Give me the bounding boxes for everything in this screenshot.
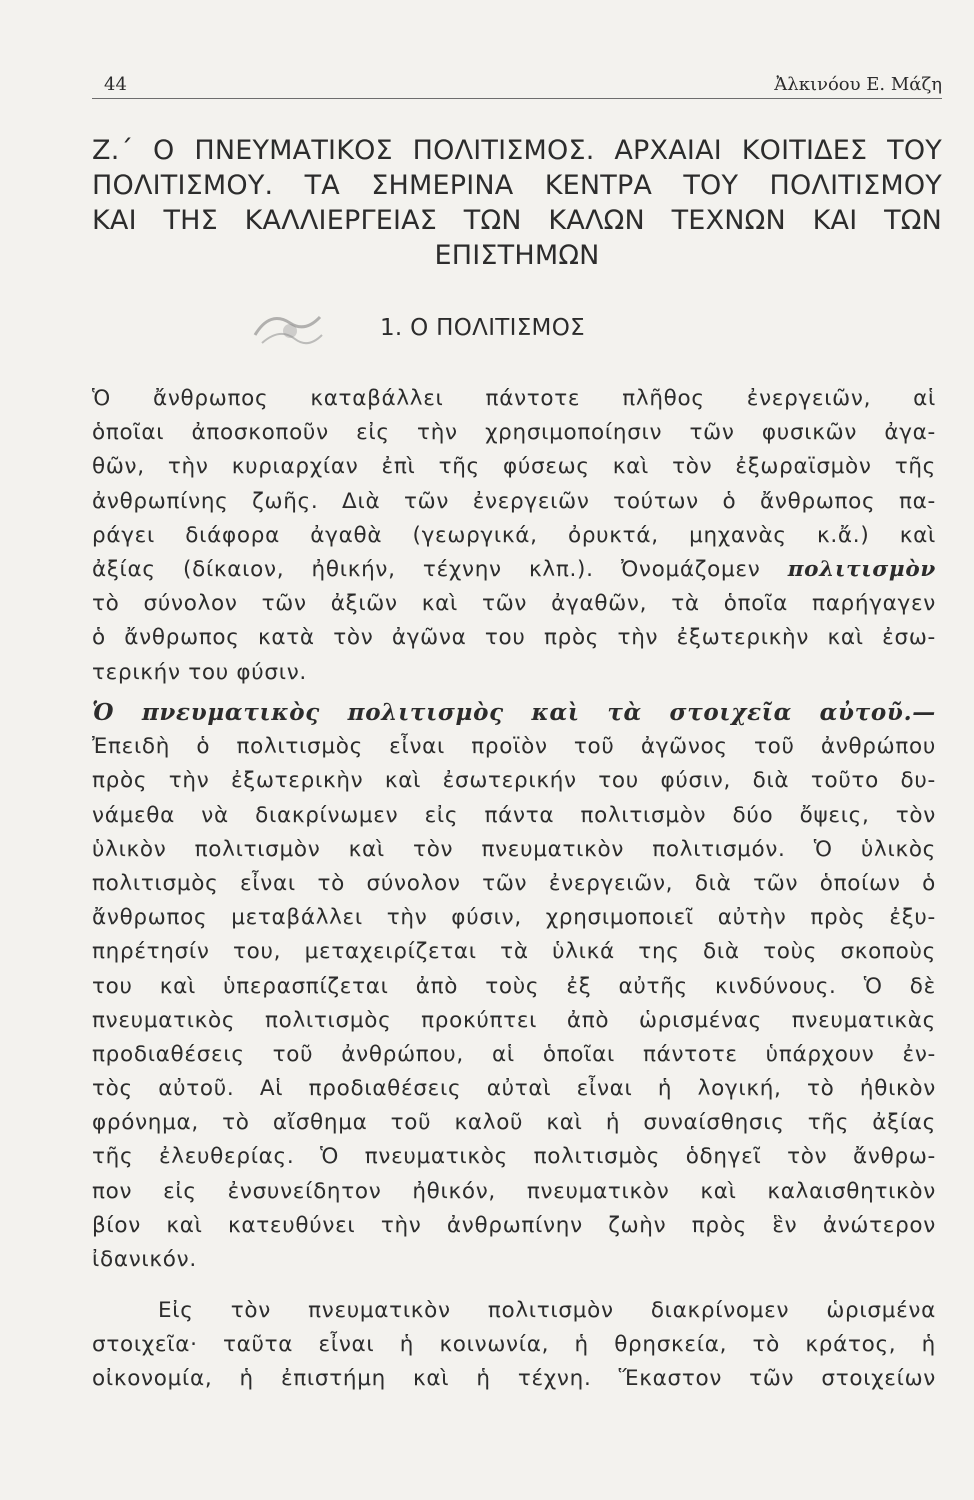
- text-line-with-emphasis: [92, 553, 936, 587]
- chapter-title-line: Ζ.΄ Ο ΠΝΕΥΜΑΤΙΚΟΣ ΠΟΛΙΤΙΣΜΟΣ. ΑΡΧΑΙΑΙ ΚΟΙΤΙΔΕΣ ΤΟΥ: [92, 135, 942, 166]
- text-line: τερικήν του φύσιν.: [92, 659, 307, 685]
- text-line: Ἐπειδὴ ὁ πολιτισμὸς εἶναι προϊὸν τοῦ ἀγῶνος τοῦ ἀνθρώπου: [92, 734, 936, 760]
- text-line: ἄνθρωπος μεταβάλλει τὴν φύσιν, χρησιμοποιεῖ αὐτὴν πρὸς ἐξυ-: [92, 905, 936, 931]
- text-line: φρόνημα, τὸ αἴσθημα τοῦ καλοῦ καὶ ἡ συναίσθησις τῆς ἀξίας: [92, 1110, 936, 1136]
- page-number: 44: [104, 74, 127, 95]
- text-line: ἰδανικόν.: [92, 1247, 197, 1272]
- text-line: οἰκονομία, ἡ ἐπιστήμη καὶ ἡ τέχνη. Ἕκαστον τῶν στοιχείων: [92, 1366, 936, 1392]
- text-line: πρὸς τὴν ἐξωτερικὴν καὶ ἐσωτερικήν του φύσιν, διὰ τοῦτο δυ-: [92, 768, 936, 794]
- text-line: πηρέτησίν του, μεταχειρίζεται τὰ ὑλικά της διὰ τοὺς σκοποὺς: [92, 939, 936, 965]
- text-line: προδιαθέσεις τοῦ ἀνθρώπου, αἱ ὁποῖαι πάντοτε ὑπάρχουν ἐν-: [92, 1041, 936, 1067]
- text-line: στοιχεῖα· ταῦτα εἶναι ἡ κοινωνία, ἡ θρησκεία, τὸ κράτος, ἡ: [92, 1332, 936, 1358]
- text-line: ράγει διάφορα ἀγαθὰ (γεωργικά, ὀρυκτά, μηχανὰς κ.ἄ.) καὶ: [92, 522, 936, 548]
- paragraph-1: [92, 382, 936, 690]
- text-line: βίον καὶ κατευθύνει τὴν ἀνθρωπίνην ζωὴν πρὸς ἓν ἀνώτερον: [92, 1212, 936, 1238]
- paragraph-3: [92, 1294, 936, 1397]
- running-head-author: Ἀλκινόου Ε. Μάζη: [774, 74, 942, 95]
- text-line: ὁποῖαι ἀποσκοποῦν εἰς τὴν χρησιμοποίησιν τῶν φυσικῶν ἀγα-: [92, 420, 936, 446]
- subsection-heading: Ὁ πνευματικὸς πολιτισμὸς καὶ τὰ στοιχεῖα αὐτοῦ.—: [92, 699, 936, 726]
- text-line: νάμεθα νὰ διακρίνωμεν εἰς πάντα πολιτισμὸν δύο ὄψεις, τὸν: [92, 802, 936, 828]
- chapter-title-line: ΕΠΙΣΤΗΜΩΝ: [434, 240, 600, 271]
- text-line: ἀξίας (δίκαιον, ἠθικήν, τέχνην κλπ.). Ὀνομάζομεν: [92, 556, 761, 582]
- text-line: ὑλικὸν πολιτισμὸν καὶ τὸν πνευματικὸν πολιτισμόν. Ὁ ὑλικὸς: [92, 836, 936, 862]
- text-line: Εἰς τὸν πνευματικὸν πολιτισμὸν διακρίνομεν ὡρισμένα: [158, 1298, 936, 1323]
- text-line: του καὶ ὑπερασπίζεται ἀπὸ τοὺς ἐξ αὐτῆς κινδύνους. Ὁ δὲ: [92, 973, 936, 999]
- ornament-icon: [250, 305, 330, 355]
- chapter-title-line: ΠΟΛΙΤΙΣΜΟΥ. ΤΑ ΣΗΜΕΡΙΝΑ ΚΕΝΤΡΑ ΤΟΥ ΠΟΛΙΤΙΣΜΟΥ: [92, 170, 942, 201]
- text-line: Ὁ ἄνθρωπος καταβάλλει πάντοτε πλῆθος ἐνεργειῶν, αἱ: [92, 386, 936, 411]
- chapter-title-line: ΚΑΙ ΤΗΣ ΚΑΛΛΙΕΡΓΕΙΑΣ ΤΩΝ ΚΑΛΩΝ ΤΕΧΝΩΝ ΚΑΙ ΤΩΝ: [92, 205, 942, 236]
- text-line: πον εἰς ἐνσυνείδητον ἠθικόν, πνευματικὸν καὶ καλαισθητικὸν: [92, 1178, 936, 1204]
- text-line: ἀνθρωπίνης ζωῆς. Διὰ τῶν ἐνεργειῶν τούτων ὁ ἄνθρωπος πα-: [92, 488, 936, 514]
- text-line: τὸ σύνολον τῶν ἀξιῶν καὶ τῶν ἀγαθῶν, τὰ ὁποῖα παρήγαγεν: [92, 591, 936, 617]
- text-line: πολιτισμὸς εἶναι τὸ σύνολον τῶν ἐνεργειῶν, διὰ τῶν ὁποίων ὁ: [92, 870, 936, 896]
- running-head: [92, 72, 942, 99]
- text-line: τῆς ἐλευθερίας. Ὁ πνευματικὸς πολιτισμὸς ὁδηγεῖ τὸν ἄνθρω-: [92, 1144, 936, 1170]
- emphasis-term: πολιτισμὸν: [787, 556, 936, 582]
- text-line: ὁ ἄνθρωπος κατὰ τὸν ἀγῶνα του πρὸς τὴν ἐξωτερικὴν καὶ ἐσω-: [92, 625, 936, 651]
- section-heading: 1. Ο ΠΟΛΙΤΙΣΜΟΣ: [380, 315, 585, 341]
- paragraph-2: [92, 696, 936, 1277]
- text-line: τὸς αὐτοῦ. Αἱ προδιαθέσεις αὐταὶ εἶναι ἡ λογική, τὸ ἠθικὸν: [92, 1076, 936, 1102]
- chapter-title: [92, 133, 942, 273]
- text-line: πνευματικὸς πολιτισμὸς προκύπτει ἀπὸ ὡρισμένας πνευματικὰς: [92, 1007, 936, 1033]
- text-line: θῶν, τὴν κυριαρχίαν ἐπὶ τῆς φύσεως καὶ τὸν ἐξωραϊσμὸν τῆς: [92, 454, 936, 480]
